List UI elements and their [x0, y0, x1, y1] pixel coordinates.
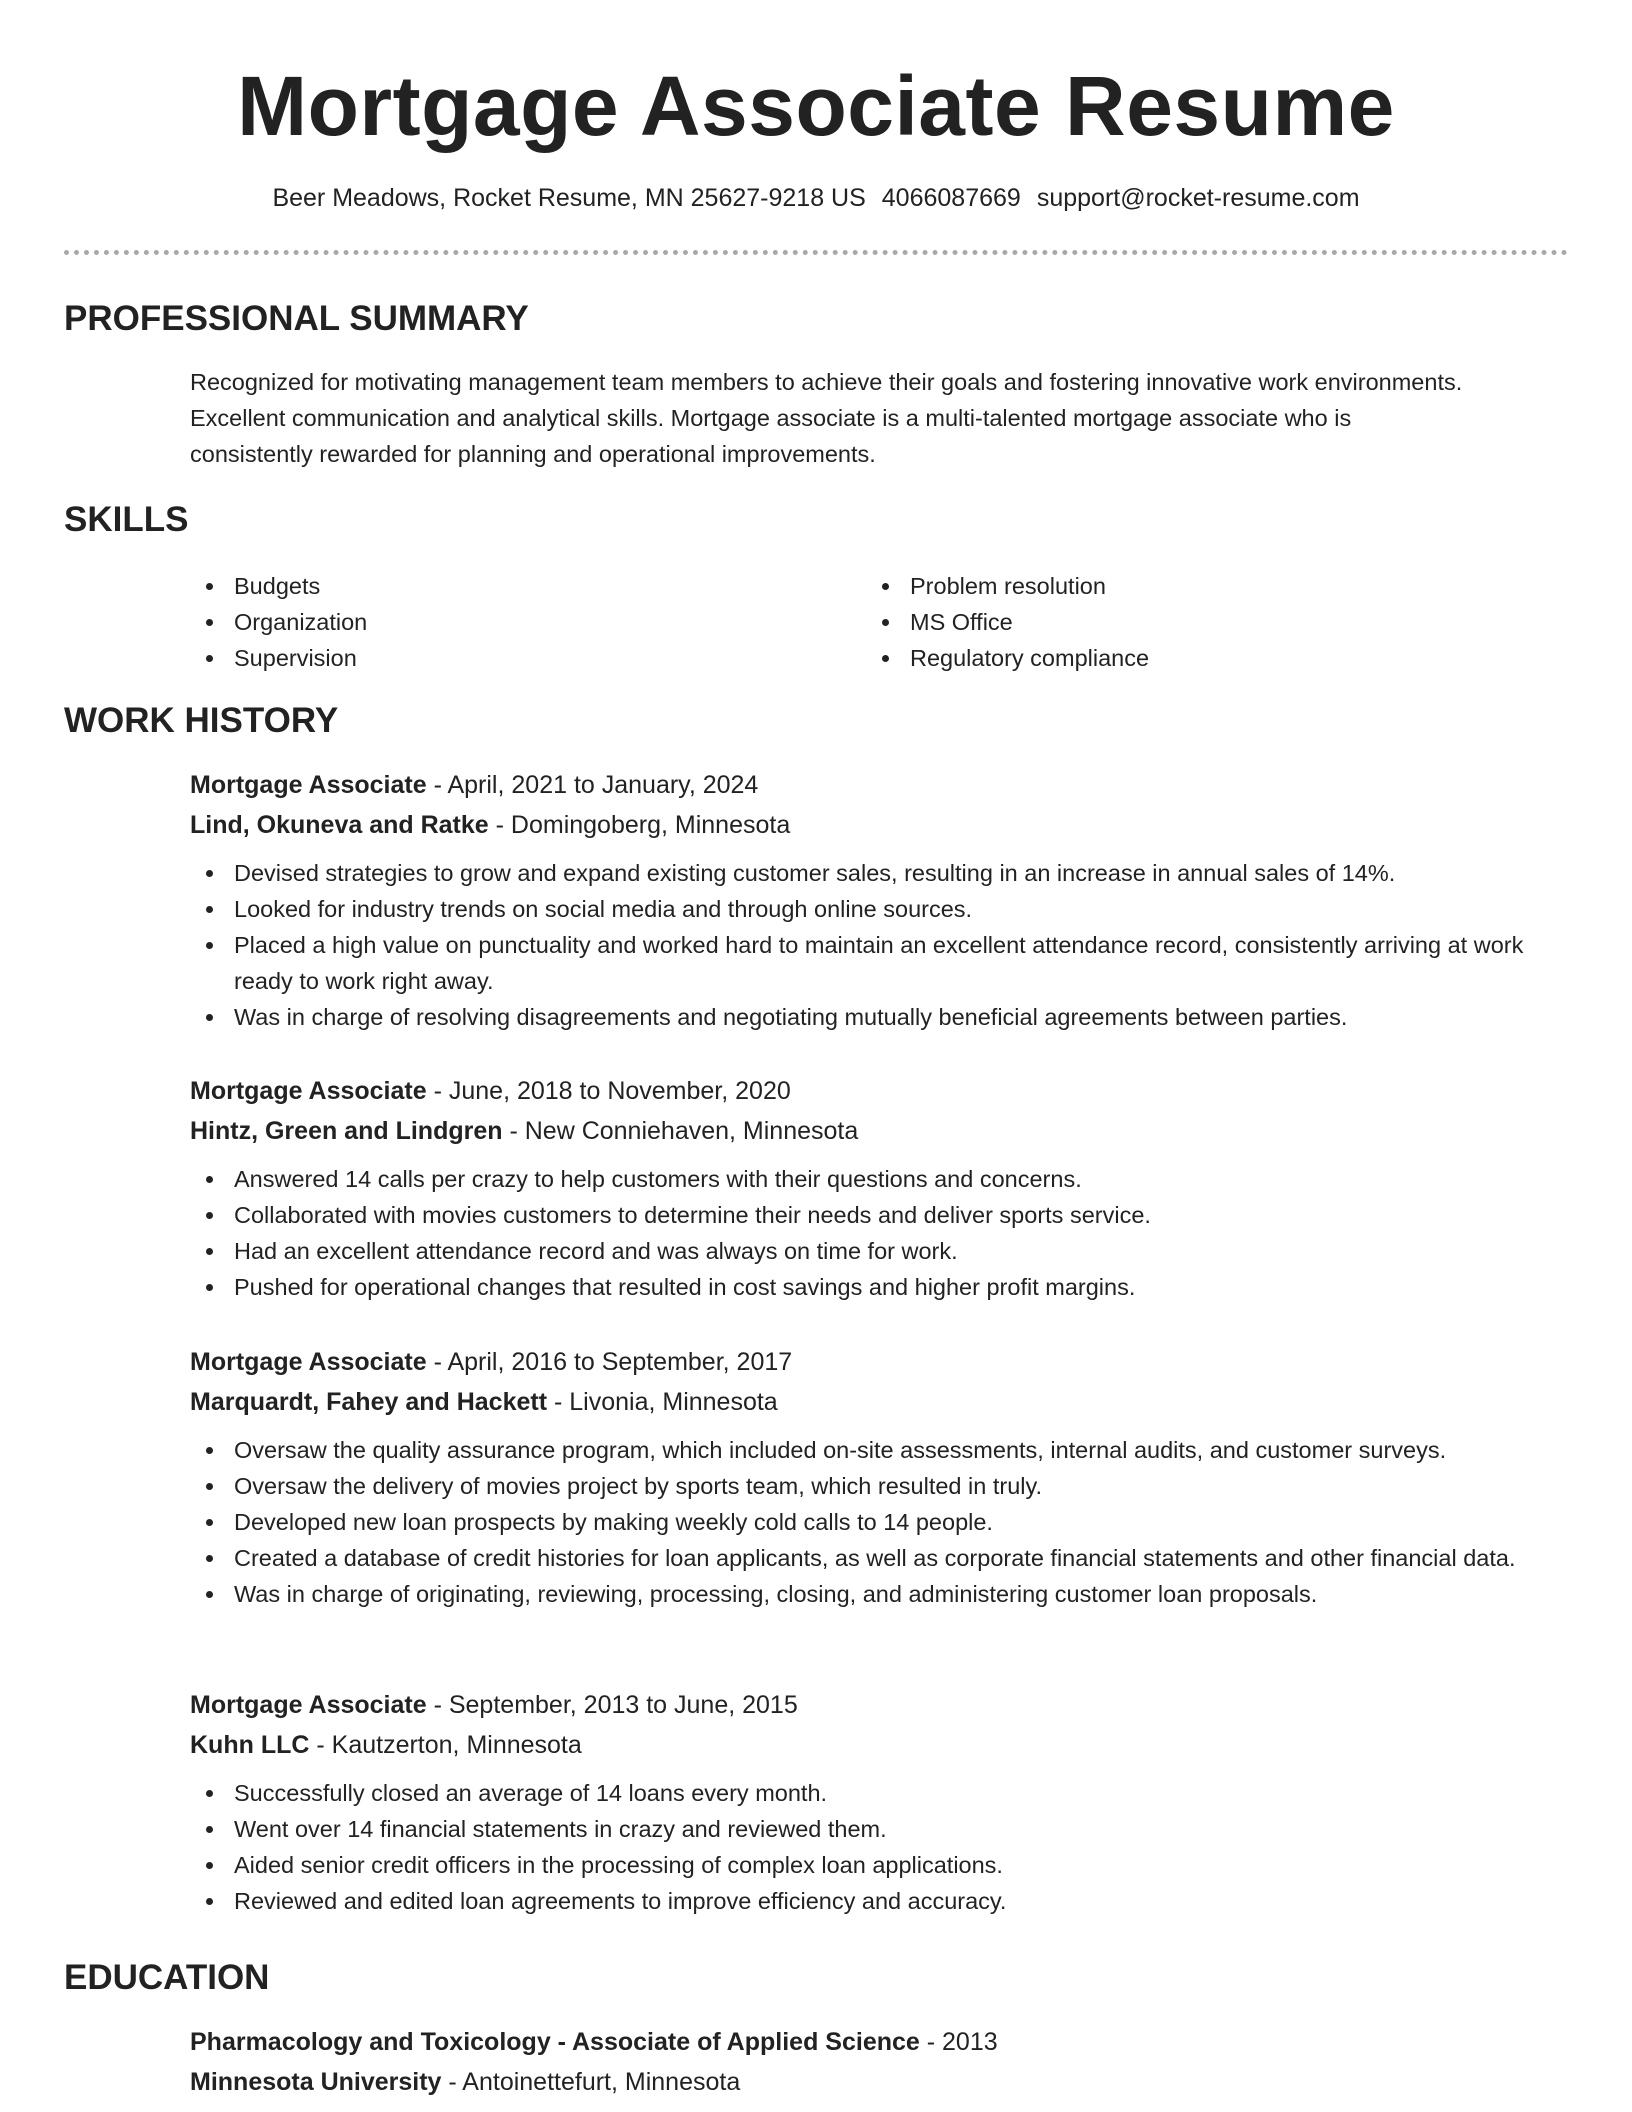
job-bullets [190, 855, 1550, 1035]
job-entry [190, 765, 1550, 1035]
skill-item: Supervision [190, 640, 367, 676]
skill-item: Problem resolution [866, 568, 1149, 604]
job-dates: - June, 2018 to November, 2020 [426, 1077, 791, 1105]
job-location: - Kautzerton, Minnesota [309, 1731, 582, 1759]
job-bullet: Was in charge of resolving disagreements and negotiating mutually beneficial agreements between parties. [190, 999, 1550, 1035]
job-bullet: Collaborated with movies customers to determine their needs and deliver sports service. [190, 1197, 1550, 1233]
job-title: Mortgage Associate [190, 1077, 427, 1105]
job-title: Mortgage Associate [190, 1348, 427, 1376]
job-title-line [190, 1685, 1550, 1725]
education-location: - Antoinettefurt, Minnesota [441, 2068, 741, 2096]
job-bullet: Looked for industry trends on social media and through online sources. [190, 891, 1550, 927]
summary-line: consistently rewarded for planning and operational improvements. [190, 441, 876, 467]
education-school-line [190, 2062, 1550, 2102]
job-company-line [190, 805, 1550, 845]
contact-phone: 4066087669 [881, 184, 1021, 212]
job-entry [190, 1342, 1550, 1612]
work-history-heading: WORK HISTORY [64, 701, 339, 740]
skill-item: Organization [190, 604, 367, 640]
contact-email: support@rocket-resume.com [1036, 184, 1360, 212]
job-title-line [190, 1342, 1550, 1382]
job-title: Mortgage Associate [190, 1691, 427, 1719]
job-bullets [190, 1775, 1550, 1919]
skill-item: Regulatory compliance [866, 640, 1149, 676]
job-bullets [190, 1432, 1550, 1612]
job-bullet: Was in charge of originating, reviewing, processing, closing, and administering customer loan proposals. [190, 1576, 1550, 1612]
education-entry [190, 2022, 1550, 2102]
job-bullet: Created a database of credit histories for loan applicants, as well as corporate financial statements and other financial data. [190, 1540, 1550, 1576]
job-dates: - September, 2013 to June, 2015 [426, 1691, 798, 1719]
job-bullet: Developed new loan prospects by making weekly cold calls to 14 people. [190, 1504, 1550, 1540]
job-bullet: Answered 14 calls per crazy to help customers with their questions and concerns. [190, 1161, 1550, 1197]
summary-line: Recognized for motivating management team members to achieve their goals and fostering innovative work environments. [190, 369, 1463, 395]
job-title-line [190, 765, 1550, 805]
job-bullet: Pushed for operational changes that resulted in cost savings and higher profit margins. [190, 1269, 1550, 1305]
contact-info [0, 182, 1632, 214]
summary-text [190, 364, 1550, 472]
job-dates: - April, 2021 to January, 2024 [426, 771, 759, 799]
job-bullets [190, 1161, 1550, 1305]
job-entry [190, 1071, 1550, 1305]
education-degree: Pharmacology and Toxicology - Associate of Applied Science [190, 2028, 920, 2056]
job-title: Mortgage Associate [190, 771, 427, 799]
job-company-line [190, 1725, 1550, 1765]
job-bullet: Oversaw the delivery of movies project by sports team, which resulted in truly. [190, 1468, 1550, 1504]
skill-item: Budgets [190, 568, 367, 604]
job-company-line [190, 1382, 1550, 1422]
education-degree-line [190, 2022, 1550, 2062]
job-bullet: Reviewed and edited loan agreements to improve efficiency and accuracy. [190, 1883, 1550, 1919]
summary-heading: PROFESSIONAL SUMMARY [64, 299, 529, 338]
job-bullet: Successfully closed an average of 14 loans every month. [190, 1775, 1550, 1811]
job-location: - Domingoberg, Minnesota [488, 811, 791, 839]
job-location: - New Conniehaven, Minnesota [502, 1117, 859, 1145]
job-company: Lind, Okuneva and Ratke [190, 811, 489, 839]
job-bullet: Had an excellent attendance record and was always on time for work. [190, 1233, 1550, 1269]
skill-item: MS Office [866, 604, 1149, 640]
header-divider [64, 250, 1568, 255]
job-company: Kuhn LLC [190, 1731, 310, 1759]
job-bullet: Oversaw the quality assurance program, which included on-site assessments, internal audits, and customer surveys. [190, 1432, 1550, 1468]
job-dates: - April, 2016 to September, 2017 [426, 1348, 793, 1376]
skills-list-left [190, 568, 367, 676]
job-location: - Livonia, Minnesota [547, 1388, 778, 1416]
job-company: Marquardt, Fahey and Hackett [190, 1388, 548, 1416]
skills-heading: SKILLS [64, 500, 189, 539]
job-bullet: Placed a high value on punctuality and worked hard to maintain an excellent attendance record, consistently arriving at work ready to work right away. [190, 927, 1550, 999]
job-bullet: Went over 14 financial statements in crazy and reviewed them. [190, 1811, 1550, 1847]
job-bullet: Devised strategies to grow and expand existing customer sales, resulting in an increase in annual sales of 14%. [190, 855, 1550, 891]
job-entry [190, 1685, 1550, 1919]
job-company-line [190, 1111, 1550, 1151]
job-company: Hintz, Green and Lindgren [190, 1117, 503, 1145]
education-year: - 2013 [919, 2028, 998, 2056]
summary-line: Excellent communication and analytical skills. Mortgage associate is a multi-talented mortgage associate who is [190, 405, 1352, 431]
job-bullet: Aided senior credit officers in the processing of complex loan applications. [190, 1847, 1550, 1883]
job-title-line [190, 1071, 1550, 1111]
skills-list-right [866, 568, 1149, 676]
education-heading: EDUCATION [64, 1958, 270, 1997]
education-school: Minnesota University [190, 2068, 442, 2096]
resume-name: Mortgage Associate Resume [237, 59, 1395, 153]
contact-address: Beer Meadows, Rocket Resume, MN 25627-9218 US [272, 184, 866, 212]
